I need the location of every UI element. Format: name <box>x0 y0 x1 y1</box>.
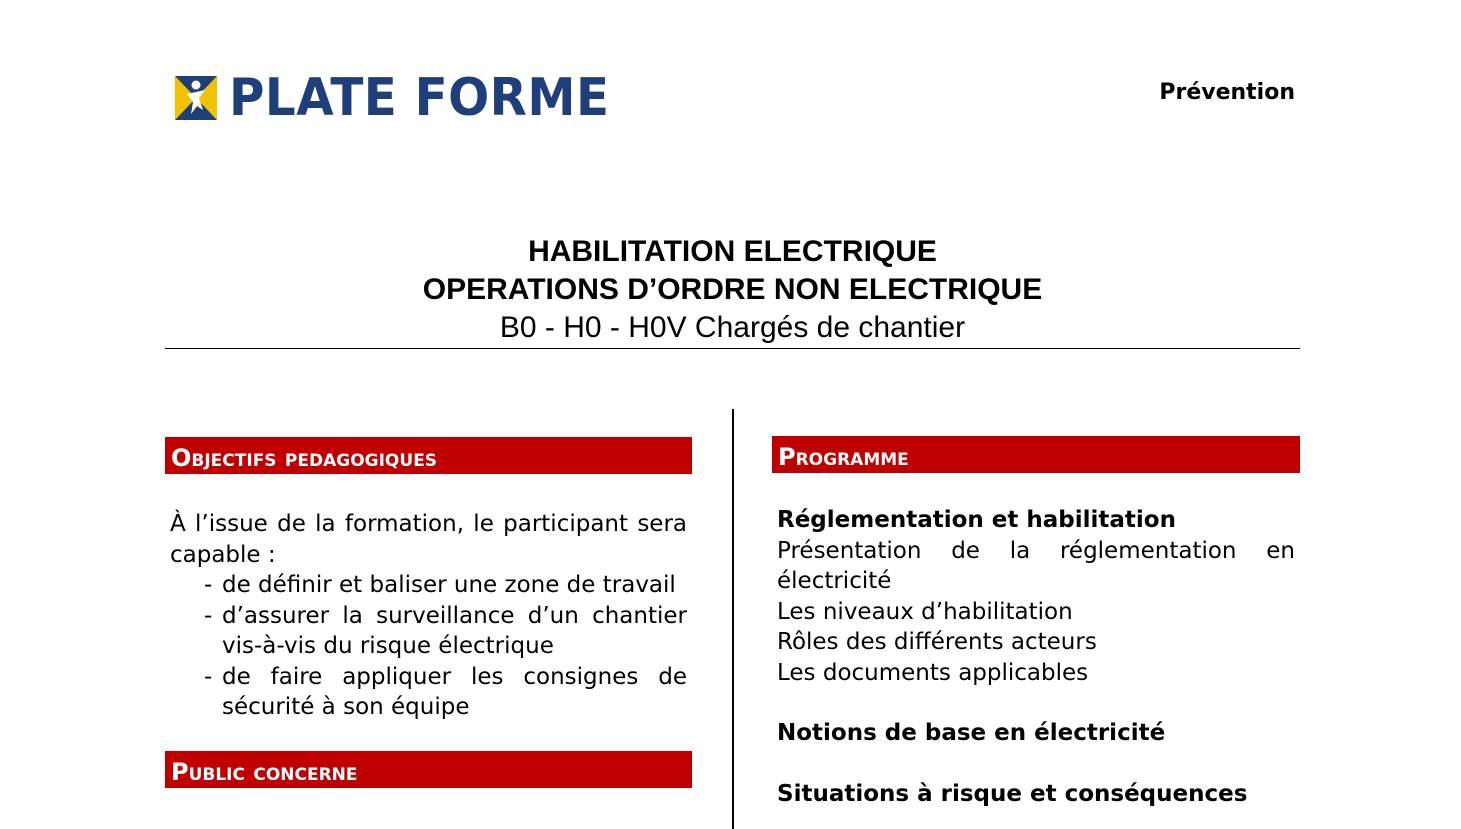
list-item: - de définir et baliser une zone de travail <box>222 570 687 601</box>
list-item: Les niveaux d’habilitation <box>777 598 1073 625</box>
title-line-1: HABILITATION ELECTRIQUE <box>528 235 937 268</box>
programme-body <box>777 505 1295 809</box>
logo-text: PLATE FORME <box>229 68 610 128</box>
company-logo <box>175 68 638 128</box>
objectives-body <box>170 509 687 723</box>
document-title <box>165 233 1300 347</box>
programme-heading: Programme <box>772 436 1300 473</box>
programme-section-title: Réglementation et habilitation <box>777 507 1176 533</box>
list-item: Les documents applicables <box>777 659 1089 686</box>
title-underline <box>165 348 1300 349</box>
objectives-intro: À l’issue de la formation, le participant sera capable : <box>170 511 687 568</box>
objectives-list <box>170 570 687 723</box>
list-item: Présentation de la réglementation en électricité <box>777 537 1295 594</box>
logo-emblem-icon <box>175 76 217 120</box>
list-item: - d’assurer la surveillance d’un chantier vis-à-vis du risque électrique <box>222 601 687 662</box>
column-divider <box>732 409 734 829</box>
list-item: - de faire appliquer les consignes de sécurité à son équipe <box>222 662 687 723</box>
public-heading: Public concerne <box>165 751 692 788</box>
programme-section-title: Situations à risque et conséquences <box>777 780 1248 807</box>
title-line-3: B0 - H0 - H0V Chargés de chantier <box>499 311 966 344</box>
list-item: Rôles des différents acteurs <box>777 629 1097 655</box>
section-label: Prévention <box>1159 80 1295 105</box>
programme-section-title: Notions de base en électricité <box>777 720 1166 746</box>
title-line-2: OPERATIONS D’ORDRE NON ELECTRIQUE <box>422 273 1043 306</box>
objectives-heading: Objectifs pedagogiques <box>165 437 692 474</box>
